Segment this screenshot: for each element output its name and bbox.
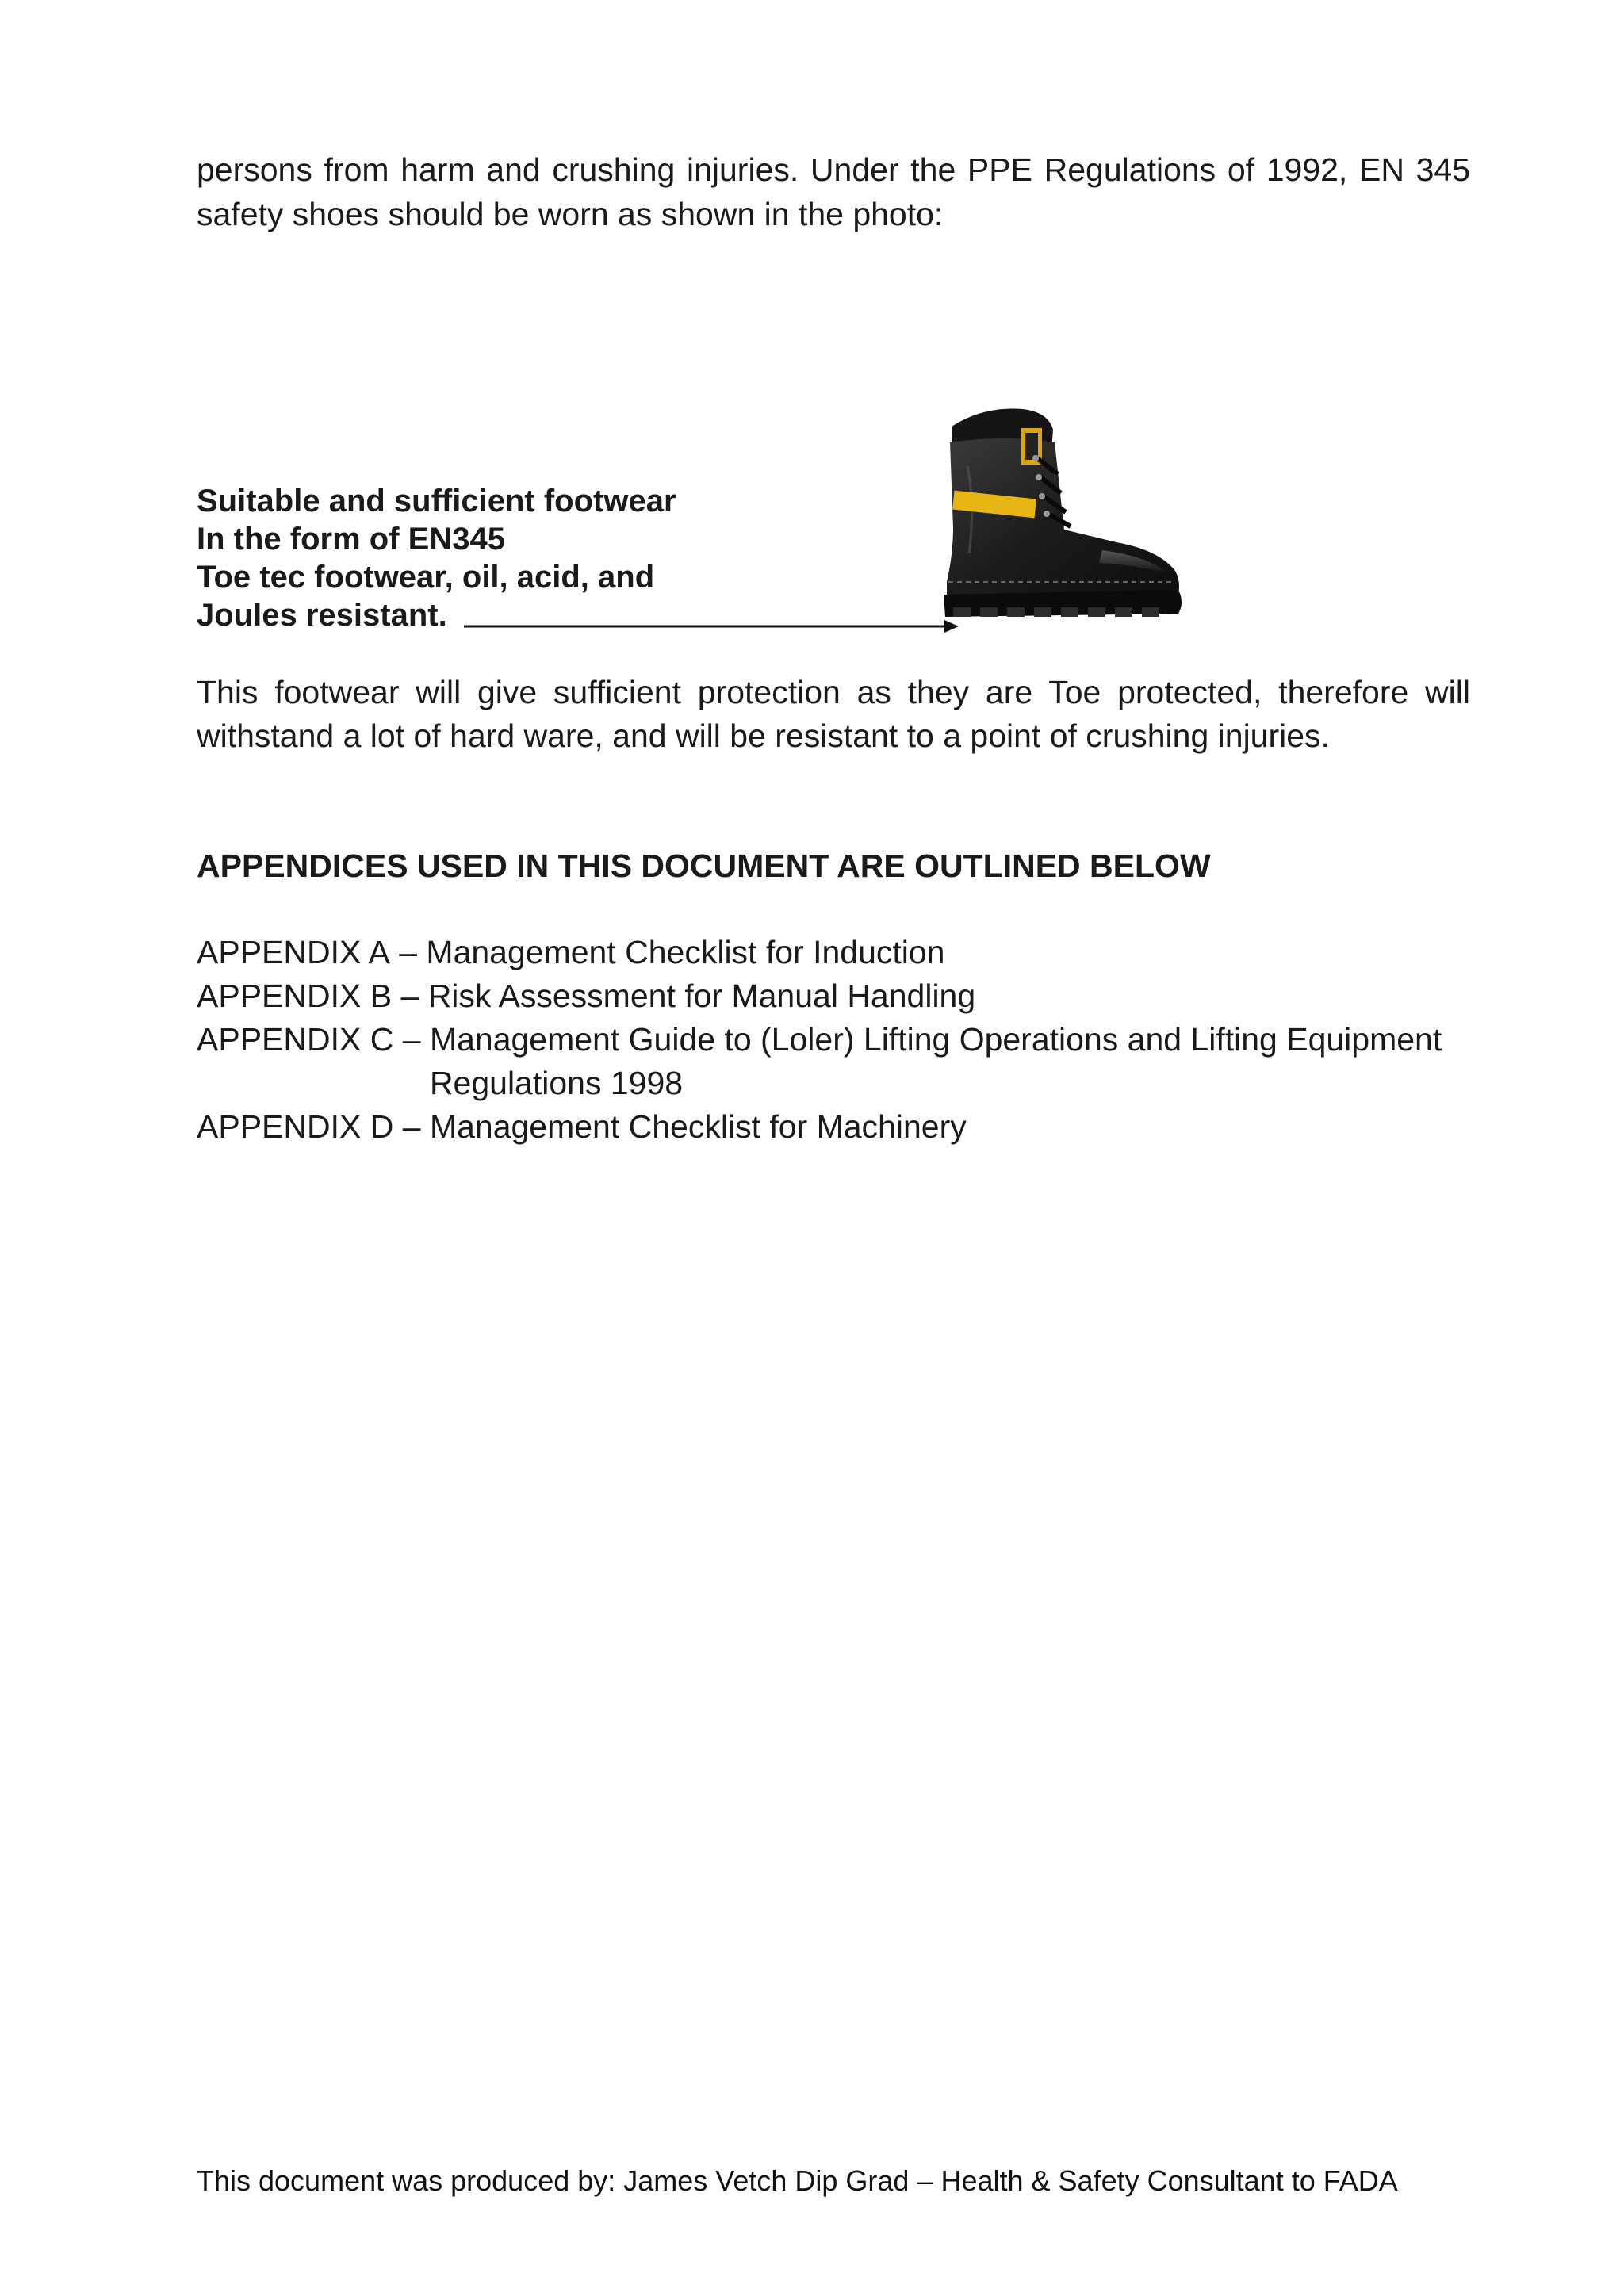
appendices-heading: APPENDICES USED IN THIS DOCUMENT ARE OUTLINED BELOW (197, 848, 1211, 884)
appendix-title: Management Checklist for Machinery (429, 1108, 967, 1145)
appendix-title: Risk Assessment for Manual Handling (427, 978, 976, 1014)
appendix-item: APPENDIX D – Management Checklist for Machinery (197, 1105, 1481, 1149)
appendix-code: APPENDIX C (197, 1021, 394, 1058)
caption-line: In the form of EN345 (197, 522, 505, 557)
appendix-code: APPENDIX A (197, 934, 390, 970)
caption-line: Suitable and sufficient footwear (197, 484, 676, 519)
appendix-item: APPENDIX B – Risk Assessment for Manual Handling (197, 974, 1481, 1018)
appendix-code: APPENDIX D (197, 1108, 394, 1145)
intro-paragraph: persons from harm and crushing injuries. Under the PPE Regulations of 1992, EN 345 safety shoes should be worn as shown in the photo: (197, 151, 1470, 232)
safety-boot-image (864, 395, 1213, 649)
appendices-list (197, 931, 1481, 1149)
caption-line: Toe tec footwear, oil, acid, and (197, 560, 655, 595)
appendix-title: Management Checklist for Induction (426, 934, 945, 970)
document-footer: This document was produced by: James Vetch Dip Grad – Health & Safety Consultant to FADA (197, 2164, 1398, 2197)
appendix-item: APPENDIX A – Management Checklist for Induction (197, 931, 1481, 974)
appendix-item: APPENDIX C – Management Guide to (Loler) Lifting Operations and Lifting Equipment Regulations 1998 (197, 1018, 1481, 1105)
appendix-code: APPENDIX B (197, 978, 393, 1014)
caption-line: Joules resistant. (197, 598, 447, 633)
footwear-caption (197, 482, 704, 634)
appendix-title: Management Guide to (Loler) Lifting Operations and Lifting Equipment Regulations 1998 (429, 1021, 1442, 1101)
protection-paragraph: This footwear will give sufficient protection as they are Toe protected, therefore will withstand a lot of hard ware, and will be resistant to a point of crushing injuries. (197, 674, 1470, 754)
